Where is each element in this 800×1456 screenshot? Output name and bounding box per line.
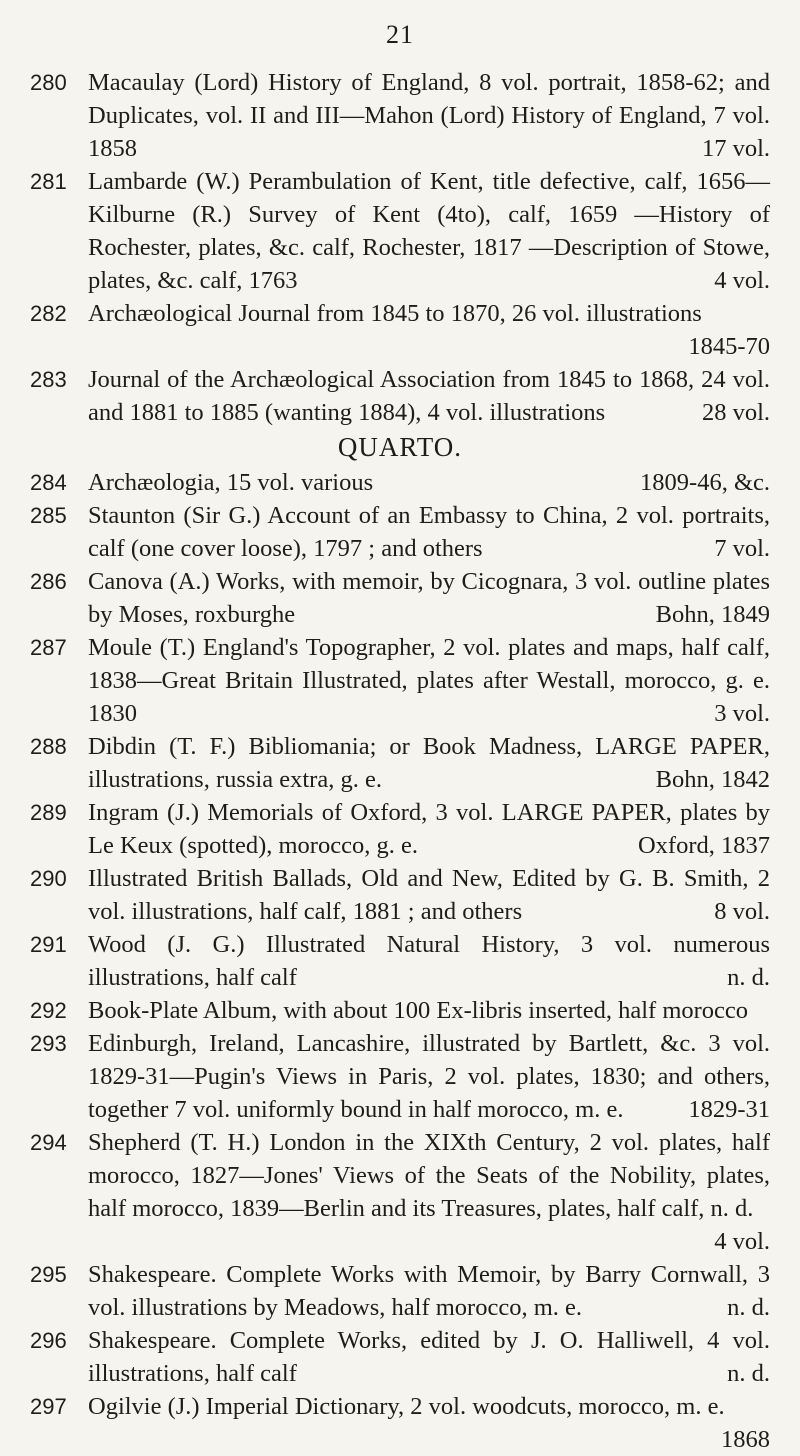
lot-number: 287	[30, 635, 67, 660]
catalogue-entry	[30, 1390, 770, 1456]
entry-date-volumes: 8 vol.	[714, 898, 770, 925]
lot-number: 289	[30, 800, 67, 825]
entry-description: Lambarde (W.) Perambulation of Kent, title defective, calf, 1656—Kilburne (R.) Survey of Kent (4to), calf, 1659 —History of Rochester, plates, &c. calf, Rochester, 1817 —Description of Stowe, plates, &c. calf, 1763	[88, 168, 770, 294]
entry-date-volumes: 7 vol.	[714, 535, 770, 562]
entry-description: Shakespeare. Complete Works, edited by J. O. Halliwell, 4 vol. illustrations, half calf	[88, 1327, 770, 1387]
catalogue-entry	[30, 994, 770, 1027]
catalogue-entry	[30, 1027, 770, 1126]
entry-date-volumes: n. d.	[727, 1294, 770, 1321]
entry-date-volumes: 17 vol.	[701, 135, 770, 162]
entry-description: Moule (T.) England's Topographer, 2 vol. plates and maps, half calf, 1838—Great Britain Illustrated, plates after Westall, morocco, g. e. 1830	[88, 634, 770, 727]
entries-before-heading	[30, 66, 770, 429]
lot-number: 282	[30, 301, 67, 326]
lot-number: 288	[30, 734, 67, 759]
entry-description: Macaulay (Lord) History of England, 8 vol. portrait, 1858-62; and Duplicates, vol. II and III—Mahon (Lord) History of England, 7 vol. 1858	[88, 69, 770, 162]
lot-number: 280	[30, 70, 67, 95]
catalogue-entry	[30, 66, 770, 165]
catalogue-entry	[30, 1324, 770, 1390]
lot-number: 292	[30, 998, 67, 1023]
lot-number: 297	[30, 1394, 67, 1419]
entry-description: Ingram (J.) Memorials of Oxford, 3 vol. LARGE PAPER, plates by Le Keux (spotted), morocco, g. e.	[88, 799, 770, 859]
entry-date-volumes: Bohn, 1842	[655, 766, 770, 793]
entry-date-volumes: 3 vol.	[714, 700, 770, 727]
entry-date-volumes: Oxford, 1837	[637, 832, 770, 859]
entry-date-volumes: 4 vol.	[714, 267, 770, 294]
lot-number: 290	[30, 866, 67, 891]
entry-date-volumes: 1845-70	[688, 333, 770, 360]
lot-number: 293	[30, 1031, 67, 1056]
catalogue-entry	[30, 862, 770, 928]
catalogue-list	[30, 66, 770, 1456]
catalogue-entry	[30, 297, 770, 363]
entry-date-volumes: n. d.	[727, 1360, 770, 1387]
entry-description: Journal of the Archæological Association from 1845 to 1868, 24 vol. and 1881 to 1885 (wanting 1884), 4 vol. illustrations	[88, 366, 770, 426]
entry-description: Illustrated British Ballads, Old and New, Edited by G. B. Smith, 2 vol. illustrations, half calf, 1881 ; and others	[88, 865, 770, 925]
entry-description: Archæologia, 15 vol. various	[88, 469, 374, 496]
entry-description: Wood (J. G.) Illustrated Natural History, 3 vol. numerous illustrations, half calf	[88, 931, 770, 991]
lot-number: 285	[30, 503, 67, 528]
catalogue-entry	[30, 796, 770, 862]
catalogue-entry	[30, 165, 770, 297]
entry-date-volumes: Bohn, 1849	[655, 601, 770, 628]
catalogue-entry	[30, 928, 770, 994]
entry-date-volumes: n. d.	[727, 964, 770, 991]
page-number: 21	[386, 20, 414, 49]
lot-number: 295	[30, 1262, 67, 1287]
entry-description: Shakespeare. Complete Works with Memoir, by Barry Cornwall, 3 vol. illustrations by Meadows, half morocco, m. e.	[88, 1261, 770, 1321]
catalogue-entry	[30, 466, 770, 499]
catalogue-entry	[30, 1258, 770, 1324]
lot-number: 294	[30, 1130, 67, 1155]
section-heading-quarto: QUARTO.	[337, 432, 463, 462]
entry-description: Book-Plate Album, with about 100 Ex-libris inserted, half morocco	[88, 997, 749, 1024]
entry-description: Canova (A.) Works, with memoir, by Cicognara, 3 vol. outline plates by Moses, roxburghe	[88, 568, 770, 628]
entry-description: Staunton (Sir G.) Account of an Embassy to China, 2 vol. portraits, calf (one cover loose), 1797 ; and others	[88, 502, 770, 562]
entry-date-volumes: 1829-31	[688, 1096, 770, 1123]
lot-number: 284	[30, 470, 67, 495]
catalogue-entry	[30, 631, 770, 730]
entry-date-volumes: 28 vol.	[701, 399, 770, 426]
entry-description: Edinburgh, Ireland, Lancashire, illustrated by Bartlett, &c. 3 vol. 1829-31—Pugin's Views in Paris, 2 vol. plates, 1830; and others, together 7 vol. uniformly bound in half morocco, m. e.	[88, 1030, 770, 1123]
entry-description: Archæological Journal from 1845 to 1870, 26 vol. illustrations	[88, 300, 702, 327]
entry-date-volumes: 1809-46, &c.	[640, 469, 770, 496]
lot-number: 281	[30, 169, 67, 194]
lot-number: 283	[30, 367, 67, 392]
catalogue-entry	[30, 730, 770, 796]
lot-number: 286	[30, 569, 67, 594]
catalogue-entry	[30, 363, 770, 429]
entry-description: Shepherd (T. H.) London in the XIXth Century, 2 vol. plates, half morocco, 1827—Jones' Views of the Seats of the Nobility, plates, half morocco, 1839—Berlin and its Treasures, plates, half calf, n. d.	[88, 1129, 770, 1222]
entry-description: Dibdin (T. F.) Bibliomania; or Book Madness, LARGE PAPER, illustrations, russia extra, g. e.	[88, 733, 770, 793]
entry-description: Ogilvie (J.) Imperial Dictionary, 2 vol. woodcuts, morocco, m. e.	[88, 1393, 725, 1420]
entries-after-heading	[30, 466, 770, 1456]
entry-date-volumes: 4 vol.	[714, 1228, 770, 1255]
catalogue-entry	[30, 565, 770, 631]
lot-number: 291	[30, 932, 67, 957]
entry-date-volumes: 1868	[721, 1426, 770, 1453]
lot-number: 296	[30, 1328, 67, 1353]
catalogue-entry	[30, 499, 770, 565]
catalogue-entry	[30, 1126, 770, 1258]
